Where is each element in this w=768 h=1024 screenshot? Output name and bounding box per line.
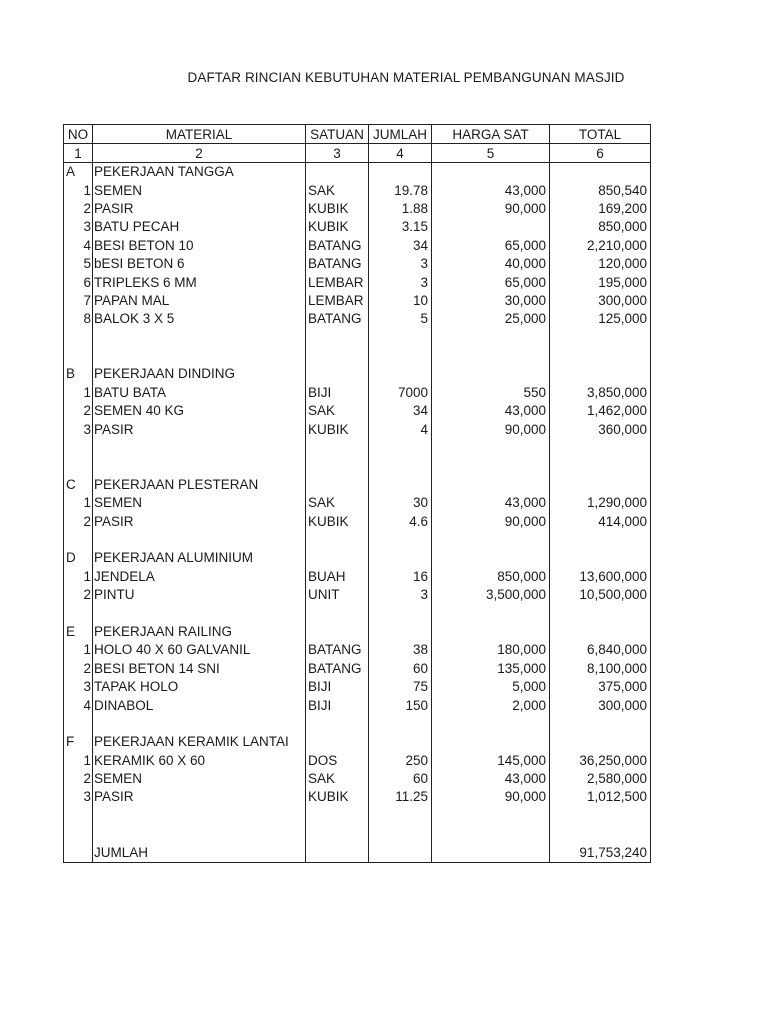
table-row: [64, 696, 651, 714]
quantity-cell: 19.78: [369, 181, 432, 199]
quantity-cell: 4: [369, 420, 432, 438]
quantity-cell: 4.6: [369, 512, 432, 530]
unit-cell: SAK: [306, 494, 369, 512]
material-name: PAPAN MAL: [93, 292, 306, 310]
material-name: [93, 807, 306, 825]
unit-price-cell: 145,000: [432, 752, 550, 770]
table-row: [64, 549, 651, 567]
total-cell: 375,000: [550, 678, 651, 696]
total-cell: 360,000: [550, 420, 651, 438]
unit-cell: BATANG: [306, 237, 369, 255]
quantity-cell: [369, 623, 432, 641]
table-row: [64, 273, 651, 291]
unit-price-cell: 550: [432, 384, 550, 402]
quantity-cell: [369, 457, 432, 475]
unit-price-cell: [432, 347, 550, 365]
table-row: [64, 660, 651, 678]
row-number: [64, 825, 93, 843]
total-cell: 2,580,000: [550, 770, 651, 788]
material-name: SEMEN 40 KG: [93, 402, 306, 420]
row-number: 8: [64, 310, 93, 328]
unit-price-cell: 90,000: [432, 788, 550, 806]
column-number: 6: [550, 144, 651, 163]
header-row: [64, 125, 651, 144]
material-name: PINTU: [93, 586, 306, 604]
unit-price-cell: 850,000: [432, 568, 550, 586]
quantity-cell: [369, 476, 432, 494]
row-number: [64, 347, 93, 365]
table-row: [64, 457, 651, 475]
table-row: [64, 200, 651, 218]
row-number: [64, 715, 93, 733]
quantity-cell: 75: [369, 678, 432, 696]
row-number: D: [64, 549, 93, 567]
unit-price-cell: 2,000: [432, 696, 550, 714]
total-cell: 414,000: [550, 512, 651, 530]
table-row: [64, 255, 651, 273]
total-cell: [550, 347, 651, 365]
unit-price-cell: 43,000: [432, 181, 550, 199]
unit-price-cell: 135,000: [432, 660, 550, 678]
row-number: 1: [64, 384, 93, 402]
material-name: BESI BETON 10: [93, 237, 306, 255]
unit-cell: [306, 807, 369, 825]
unit-cell: KUBIK: [306, 512, 369, 530]
unit-cell: BIJI: [306, 696, 369, 714]
total-cell: 120,000: [550, 255, 651, 273]
material-name: [93, 825, 306, 843]
row-number: 3: [64, 678, 93, 696]
total-cell: 300,000: [550, 696, 651, 714]
unit-price-cell: 5,000: [432, 678, 550, 696]
quantity-cell: [369, 163, 432, 182]
quantity-cell: [369, 604, 432, 622]
row-number: 3: [64, 420, 93, 438]
unit-cell: LEMBAR: [306, 292, 369, 310]
material-name: PEKERJAAN ALUMINIUM: [93, 549, 306, 567]
quantity-cell: 60: [369, 660, 432, 678]
row-number: F: [64, 733, 93, 751]
total-cell: 10,500,000: [550, 586, 651, 604]
material-name: SEMEN: [93, 770, 306, 788]
quantity-cell: [369, 715, 432, 733]
header-harga-sat: HARGA SAT: [432, 125, 550, 144]
column-number: 1: [64, 144, 93, 163]
row-number: 1: [64, 568, 93, 586]
table-row: [64, 788, 651, 806]
unit-price-cell: [432, 365, 550, 383]
total-cell: 195,000: [550, 273, 651, 291]
row-number: 7: [64, 292, 93, 310]
material-name: [93, 347, 306, 365]
table-row: [64, 752, 651, 770]
column-number-row: [64, 144, 651, 163]
total-cell: 125,000: [550, 310, 651, 328]
table-row: [64, 439, 651, 457]
table-row: [64, 476, 651, 494]
unit-cell: KUBIK: [306, 218, 369, 236]
unit-price-cell: 3,500,000: [432, 586, 550, 604]
table-row: [64, 292, 651, 310]
quantity-cell: [369, 531, 432, 549]
material-name: BALOK 3 X 5: [93, 310, 306, 328]
total-cell: 300,000: [550, 292, 651, 310]
unit-cell: BATANG: [306, 641, 369, 659]
total-cell: 850,540: [550, 181, 651, 199]
total-cell: [550, 715, 651, 733]
unit-cell: [306, 623, 369, 641]
unit-cell: BIJI: [306, 384, 369, 402]
row-number: C: [64, 476, 93, 494]
material-name: KERAMIK 60 X 60: [93, 752, 306, 770]
material-name: [93, 439, 306, 457]
unit-price-cell: [432, 329, 550, 347]
unit-price-cell: [432, 604, 550, 622]
unit-price-cell: [432, 825, 550, 843]
material-name: PEKERJAAN TANGGA: [93, 163, 306, 182]
quantity-cell: 38: [369, 641, 432, 659]
row-number: 4: [64, 237, 93, 255]
unit-price-cell: [432, 439, 550, 457]
row-number: [64, 604, 93, 622]
material-name: DINABOL: [93, 696, 306, 714]
table-row: [64, 420, 651, 438]
row-number: 4: [64, 696, 93, 714]
material-name: PASIR: [93, 788, 306, 806]
total-cell: [550, 329, 651, 347]
total-cell: 1,462,000: [550, 402, 651, 420]
row-number: 3: [64, 218, 93, 236]
header-total: TOTAL: [550, 125, 651, 144]
row-number: E: [64, 623, 93, 641]
total-cell: 850,000: [550, 218, 651, 236]
unit-cell: UNIT: [306, 586, 369, 604]
unit-cell: [306, 715, 369, 733]
quantity-cell: 30: [369, 494, 432, 512]
row-number: A: [64, 163, 93, 182]
material-name: SEMEN: [93, 181, 306, 199]
material-name: TRIPLEKS 6 MM: [93, 273, 306, 291]
unit-cell: KUBIK: [306, 200, 369, 218]
unit-price-cell: [432, 457, 550, 475]
unit-price-cell: 90,000: [432, 512, 550, 530]
header-satuan: SATUAN: [306, 125, 369, 144]
unit-cell: [306, 549, 369, 567]
table-row: [64, 678, 651, 696]
quantity-cell: 3: [369, 586, 432, 604]
table-row: [64, 531, 651, 549]
total-cell: [550, 623, 651, 641]
table-row: [64, 494, 651, 512]
table-row: [64, 512, 651, 530]
row-number: B: [64, 365, 93, 383]
document-title: DAFTAR RINCIAN KEBUTUHAN MATERIAL PEMBANGUNAN MASJID: [187, 70, 625, 85]
unit-price-cell: 90,000: [432, 420, 550, 438]
total-cell: 8,100,000: [550, 660, 651, 678]
unit-price-cell: [432, 163, 550, 182]
quantity-cell: 3: [369, 273, 432, 291]
unit-cell: [306, 347, 369, 365]
unit-cell: LEMBAR: [306, 273, 369, 291]
unit-cell: [306, 825, 369, 843]
row-number: 1: [64, 494, 93, 512]
quantity-cell: 1.88: [369, 200, 432, 218]
table-body: [64, 163, 651, 863]
total-cell: 169,200: [550, 200, 651, 218]
unit-cell: [306, 439, 369, 457]
row-number: [64, 457, 93, 475]
table-row: [64, 770, 651, 788]
quantity-cell: 3.15: [369, 218, 432, 236]
total-cell: 2,210,000: [550, 237, 651, 255]
row-number: [64, 843, 93, 862]
table-row: [64, 310, 651, 328]
unit-price-cell: [432, 807, 550, 825]
column-number: 3: [306, 144, 369, 163]
unit-cell: BATANG: [306, 255, 369, 273]
material-name: SEMEN: [93, 494, 306, 512]
total-cell: [550, 531, 651, 549]
total-cell: 13,600,000: [550, 568, 651, 586]
unit-cell: DOS: [306, 752, 369, 770]
quantity-cell: 10: [369, 292, 432, 310]
unit-cell: BIJI: [306, 678, 369, 696]
total-cell: [550, 457, 651, 475]
table-row: [64, 843, 651, 862]
material-name: BATU PECAH: [93, 218, 306, 236]
quantity-cell: 3: [369, 255, 432, 273]
row-number: 3: [64, 788, 93, 806]
quantity-cell: [369, 439, 432, 457]
total-cell: 1,290,000: [550, 494, 651, 512]
table-row: [64, 329, 651, 347]
material-name: [93, 531, 306, 549]
unit-price-cell: [432, 218, 550, 236]
unit-cell: KUBIK: [306, 788, 369, 806]
table-row: [64, 623, 651, 641]
material-name: PASIR: [93, 420, 306, 438]
unit-price-cell: [432, 476, 550, 494]
quantity-cell: 5: [369, 310, 432, 328]
quantity-cell: 16: [369, 568, 432, 586]
quantity-cell: 60: [369, 770, 432, 788]
unit-price-cell: 65,000: [432, 273, 550, 291]
material-name: PEKERJAAN DINDING: [93, 365, 306, 383]
table-row: [64, 586, 651, 604]
unit-cell: SAK: [306, 181, 369, 199]
quantity-cell: [369, 347, 432, 365]
quantity-cell: 7000: [369, 384, 432, 402]
table-row: [64, 347, 651, 365]
header-jumlah: JUMLAH: [369, 125, 432, 144]
row-number: 2: [64, 512, 93, 530]
table-row: [64, 807, 651, 825]
table-row: [64, 163, 651, 182]
table-row: [64, 604, 651, 622]
table-row: [64, 568, 651, 586]
table-row: [64, 237, 651, 255]
column-number: 2: [93, 144, 306, 163]
unit-cell: [306, 843, 369, 862]
total-cell: 3,850,000: [550, 384, 651, 402]
row-number: [64, 439, 93, 457]
row-number: 6: [64, 273, 93, 291]
total-cell: [550, 163, 651, 182]
quantity-cell: 250: [369, 752, 432, 770]
total-cell: [550, 807, 651, 825]
row-number: 2: [64, 770, 93, 788]
table-row: [64, 181, 651, 199]
unit-price-cell: 65,000: [432, 237, 550, 255]
material-name: PASIR: [93, 512, 306, 530]
material-name: PEKERJAAN RAILING: [93, 623, 306, 641]
unit-cell: [306, 329, 369, 347]
total-cell: 36,250,000: [550, 752, 651, 770]
material-name: bESI BETON 6: [93, 255, 306, 273]
table-row: [64, 715, 651, 733]
total-cell: [550, 476, 651, 494]
row-number: [64, 531, 93, 549]
quantity-cell: [369, 549, 432, 567]
material-name: [93, 604, 306, 622]
unit-price-cell: [432, 733, 550, 751]
unit-cell: SAK: [306, 402, 369, 420]
table-row: [64, 825, 651, 843]
table-row: [64, 402, 651, 420]
total-cell: [550, 549, 651, 567]
table-row: [64, 641, 651, 659]
unit-cell: BATANG: [306, 310, 369, 328]
quantity-cell: [369, 843, 432, 862]
quantity-cell: 11.25: [369, 788, 432, 806]
unit-cell: BATANG: [306, 660, 369, 678]
quantity-cell: 150: [369, 696, 432, 714]
table-row: [64, 733, 651, 751]
material-table: [63, 124, 651, 863]
unit-price-cell: [432, 843, 550, 862]
row-number: 2: [64, 402, 93, 420]
unit-price-cell: 30,000: [432, 292, 550, 310]
material-name: [93, 715, 306, 733]
material-name: BATU BATA: [93, 384, 306, 402]
row-number: 2: [64, 660, 93, 678]
table-row: [64, 365, 651, 383]
total-cell: [550, 365, 651, 383]
unit-cell: [306, 733, 369, 751]
unit-price-cell: 25,000: [432, 310, 550, 328]
unit-cell: [306, 163, 369, 182]
row-number: 5: [64, 255, 93, 273]
header-material: MATERIAL: [93, 125, 306, 144]
unit-price-cell: 43,000: [432, 494, 550, 512]
quantity-cell: 34: [369, 237, 432, 255]
unit-price-cell: [432, 715, 550, 733]
table-row: [64, 218, 651, 236]
quantity-cell: [369, 365, 432, 383]
row-number: [64, 329, 93, 347]
row-number: [64, 807, 93, 825]
unit-cell: [306, 604, 369, 622]
unit-cell: KUBIK: [306, 420, 369, 438]
quantity-cell: 34: [369, 402, 432, 420]
quantity-cell: [369, 733, 432, 751]
total-cell: [550, 604, 651, 622]
total-cell: [550, 439, 651, 457]
material-name: [93, 329, 306, 347]
material-name: PEKERJAAN PLESTERAN: [93, 476, 306, 494]
material-name: BESI BETON 14 SNI: [93, 660, 306, 678]
unit-price-cell: [432, 531, 550, 549]
row-number: 1: [64, 641, 93, 659]
total-cell: 6,840,000: [550, 641, 651, 659]
material-name: [93, 457, 306, 475]
row-number: 1: [64, 752, 93, 770]
unit-cell: [306, 365, 369, 383]
total-cell: [550, 825, 651, 843]
unit-price-cell: [432, 623, 550, 641]
row-number: 1: [64, 181, 93, 199]
unit-price-cell: [432, 549, 550, 567]
material-name: HOLO 40 X 60 GALVANIL: [93, 641, 306, 659]
column-number: 5: [432, 144, 550, 163]
column-number: 4: [369, 144, 432, 163]
material-name: JUMLAH: [93, 843, 306, 862]
material-name: PEKERJAAN KERAMIK LANTAI: [93, 733, 306, 751]
unit-price-cell: 43,000: [432, 402, 550, 420]
unit-cell: SAK: [306, 770, 369, 788]
material-name: JENDELA: [93, 568, 306, 586]
total-cell: 1,012,500: [550, 788, 651, 806]
row-number: 2: [64, 586, 93, 604]
total-cell: 91,753,240: [550, 843, 651, 862]
material-name: TAPAK HOLO: [93, 678, 306, 696]
unit-cell: [306, 531, 369, 549]
table-row: [64, 384, 651, 402]
unit-price-cell: 90,000: [432, 200, 550, 218]
quantity-cell: [369, 825, 432, 843]
unit-cell: [306, 457, 369, 475]
header-no: NO: [64, 125, 93, 144]
quantity-cell: [369, 329, 432, 347]
unit-cell: BUAH: [306, 568, 369, 586]
unit-price-cell: 43,000: [432, 770, 550, 788]
total-cell: [550, 733, 651, 751]
row-number: 2: [64, 200, 93, 218]
unit-price-cell: 180,000: [432, 641, 550, 659]
material-name: PASIR: [93, 200, 306, 218]
unit-price-cell: 40,000: [432, 255, 550, 273]
unit-cell: [306, 476, 369, 494]
quantity-cell: [369, 807, 432, 825]
